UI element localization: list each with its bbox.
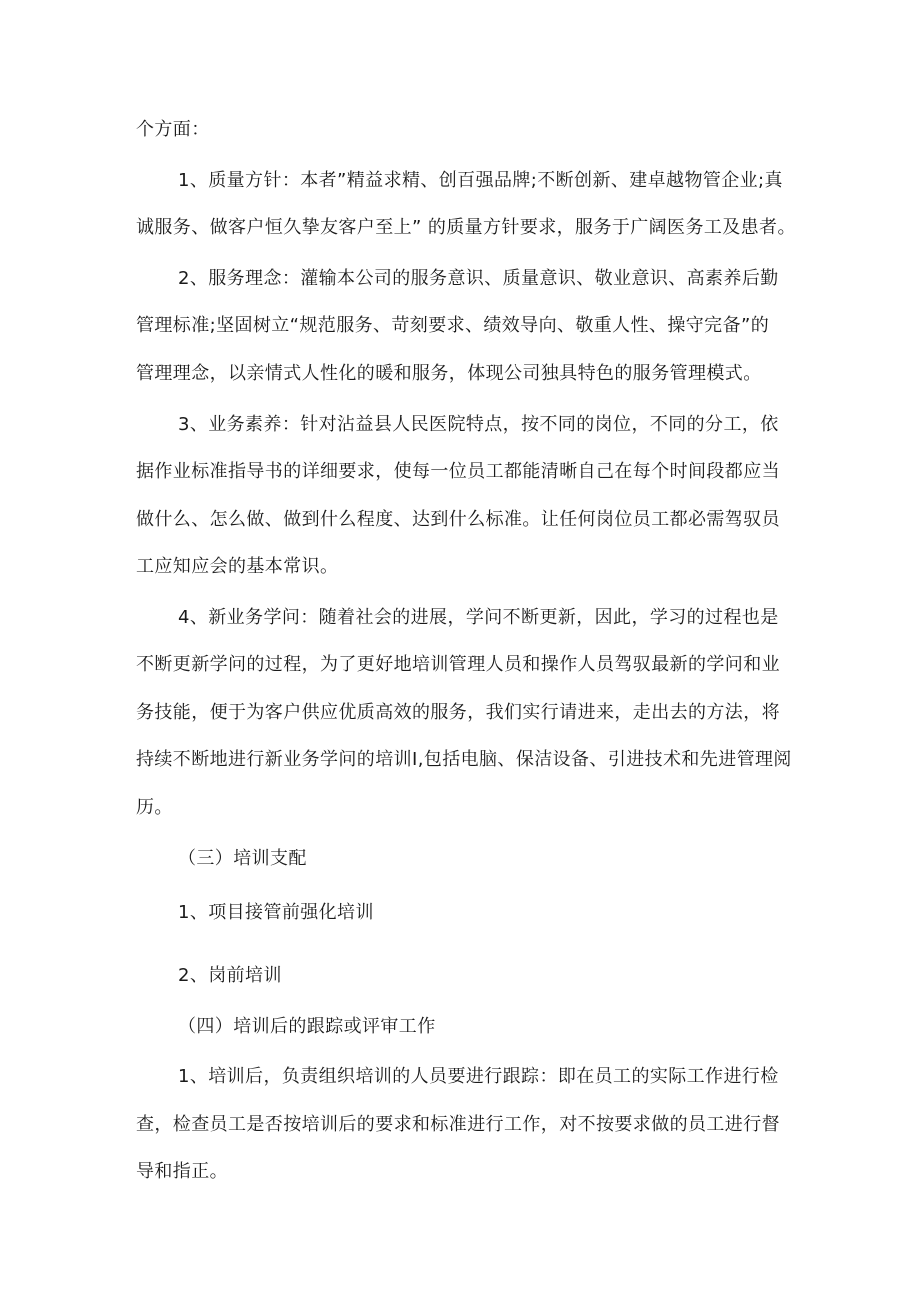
text-line: 务技能，便于为客户供应优质高效的服务，我们实行请进来，走出去的方法，将 bbox=[136, 702, 780, 723]
text-line: 3、业务素养：针对沾益县人民医院特点，按不同的岗位，不同的分工，依 bbox=[178, 414, 779, 435]
text-line: 个方面： bbox=[136, 119, 210, 140]
text-line: 不断更新学问的过程，为了更好地培训管理人员和操作人员驾驭最新的学问和业 bbox=[136, 654, 780, 675]
text-line: 管理标准;坚固树立“规范服务、苛刻要求、绩效导向、敬重人性、操守完备”的 bbox=[136, 315, 770, 336]
list-item: 2、岗前培训 bbox=[178, 965, 282, 986]
text-line: 持续不断地进行新业务学问的培训I,包括电脑、保洁设备、引进技术和先进管理阅 bbox=[136, 749, 792, 770]
text-line: 1、培训后，负责组织培训的人员要进行跟踪：即在员工的实际工作进行检 bbox=[178, 1066, 779, 1087]
text-line: 历。 bbox=[136, 797, 173, 818]
text-line: 1、质量方针：本者”精益求精、创百强品牌;不断创新、建卓越物管企业;真 bbox=[178, 170, 783, 191]
list-item: 1、项目接管前强化培训 bbox=[178, 902, 374, 923]
text-line: 4、新业务学问：随着社会的进展，学问不断更新，因此，学习的过程也是 bbox=[178, 607, 779, 628]
text-line: 工应知应会的基本常识。 bbox=[136, 556, 339, 577]
text-line: 做什么、怎么做、做到什么程度、达到什么标准。让任何岗位员工都必需驾驭员 bbox=[136, 509, 780, 530]
section-heading: （四）培训后的跟踪或评审工作 bbox=[178, 1016, 436, 1037]
text-line: 查，检查员工是否按培训后的要求和标准进行工作，对不按要求做的员工进行督 bbox=[136, 1114, 780, 1135]
text-line: 管理理念，以亲情式人性化的暖和服务，体现公司独具特色的服务管理模式。 bbox=[136, 363, 762, 384]
text-line: 导和指正。 bbox=[136, 1161, 228, 1182]
text-line: 2、服务理念：灌输本公司的服务意识、质量意识、敬业意识、高素养后勤 bbox=[178, 268, 779, 289]
text-line: 据作业标准指导书的详细要求，使每一位员工都能清晰自己在每个时间段都应当 bbox=[136, 461, 780, 482]
text-line: 诚服务、做客户恒久挚友客户至上” 的质量方针要求，服务于广阔医务工及患者。 bbox=[136, 217, 796, 238]
section-heading: （三）培训支配 bbox=[178, 848, 307, 869]
